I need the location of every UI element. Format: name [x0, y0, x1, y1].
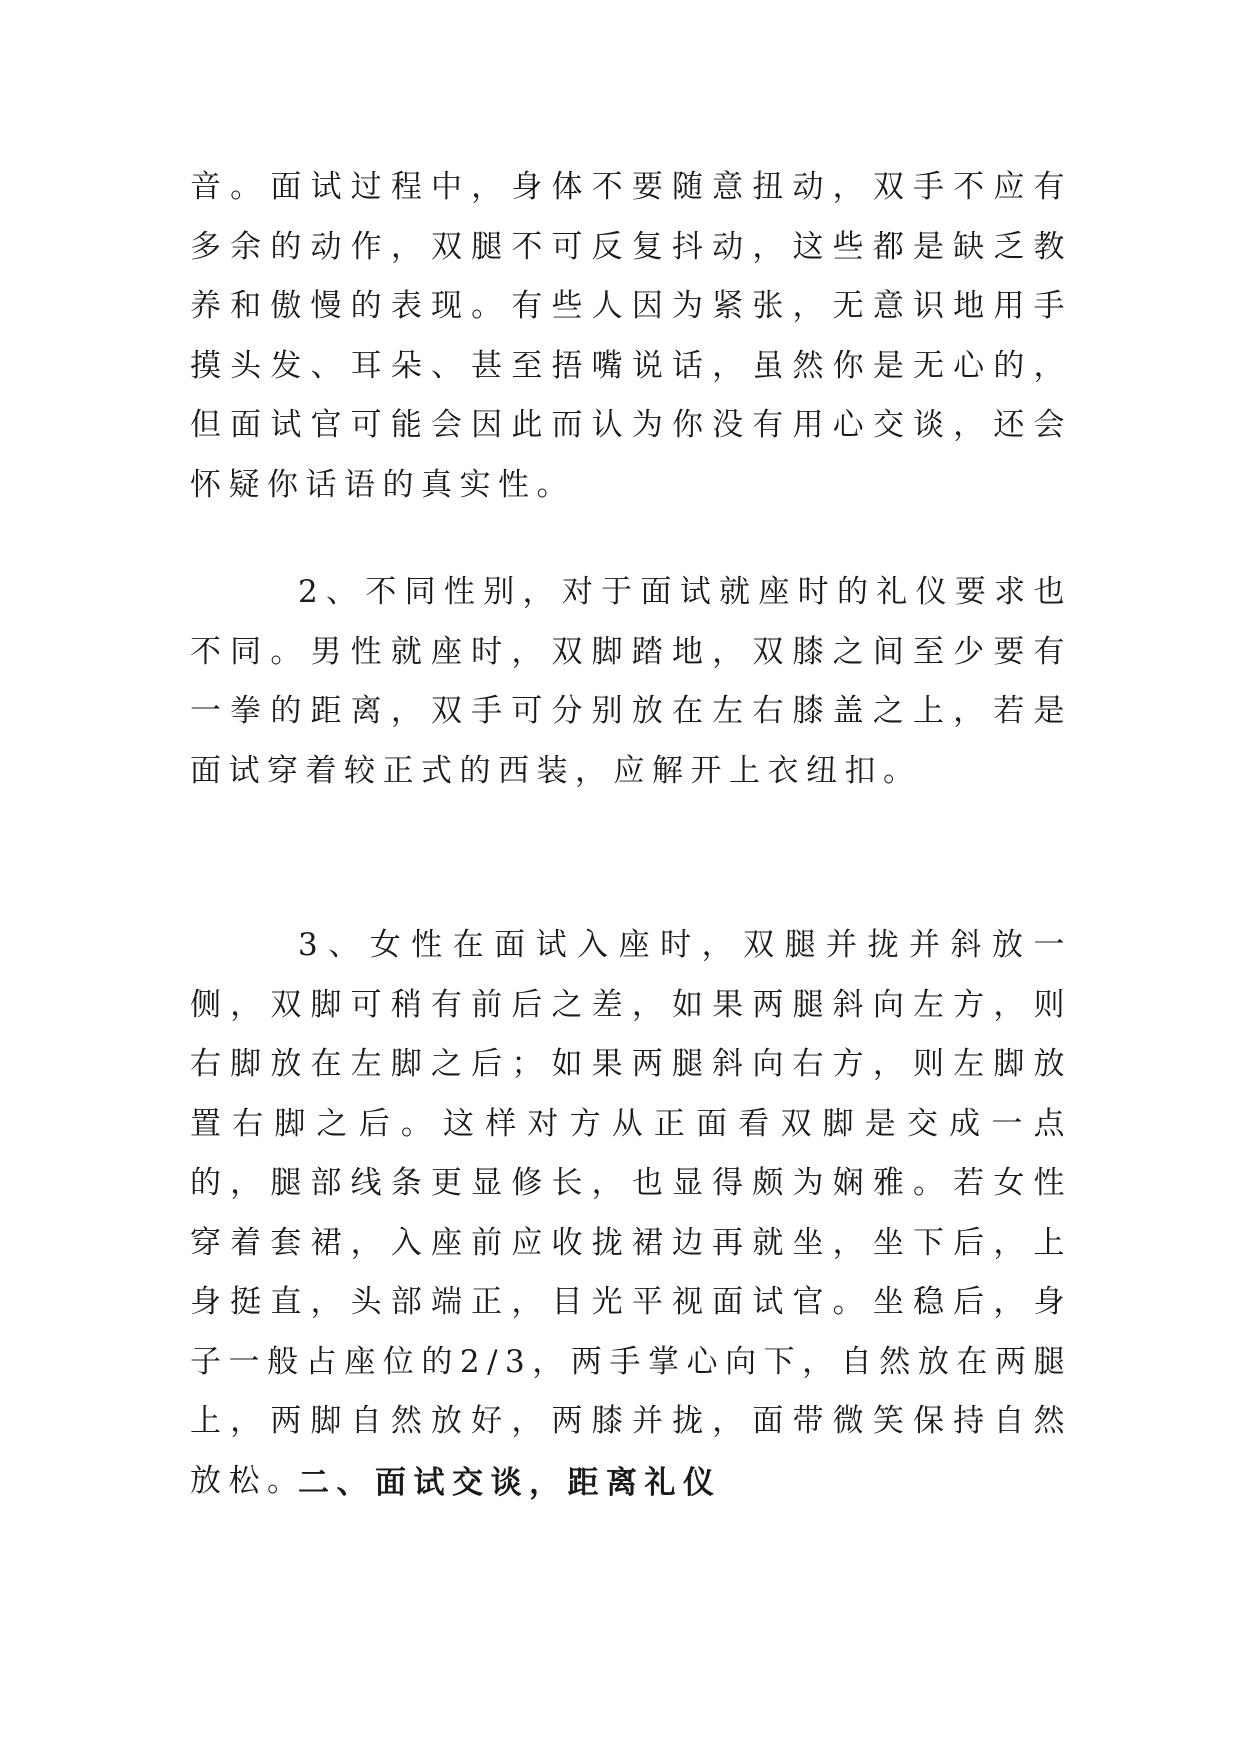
paragraph-posture-continuation: 音。面试过程中，身体不要随意扭动，双手不应有多余的动作，双腿不可反复抖动，这些都是缺乏教养和傲慢的表现。有些人因为紧张，无意识地用手摸头发、耳朵、甚至捂嘴说话，虽然你是无心的，但面试官可能会因此而认为你没有用心交谈，还会怀疑你话语的真实性。	[190, 169, 1072, 503]
paragraph-seating-by-gender: 2、不同性别，对于面试就座时的礼仪要求也不同。男性就座时，双脚踏地，双膝之间至少要有一拳的距离，双手可分别放在左右膝盖之上，若是面试穿着较正式的西装，应解开上衣纽扣。	[190, 574, 1072, 789]
section-heading: 二、面试交谈，距离礼仪	[298, 1465, 722, 1501]
paragraph-female-seating: 3、女性在面试入座时，双腿并拢并斜放一侧，双脚可稍有前后之差，如果两腿斜向左方，则右脚放在左脚之后；如果两腿斜向右方，则左脚放置右脚之后。这样对方从正面看双脚是交成一点的，腿部线条更显修长，也显得颇为娴雅。若女性穿着套裙，入座前应收拢裙边再就坐，坐下后，上身挺直，头部端正，目光平视面试官。坐稳后，身子一般占座位的2/3，两手掌心向下，自然放在两腿上，两脚自然放好，两膝并拢，面带微笑保持自然放松。	[190, 927, 1072, 1499]
